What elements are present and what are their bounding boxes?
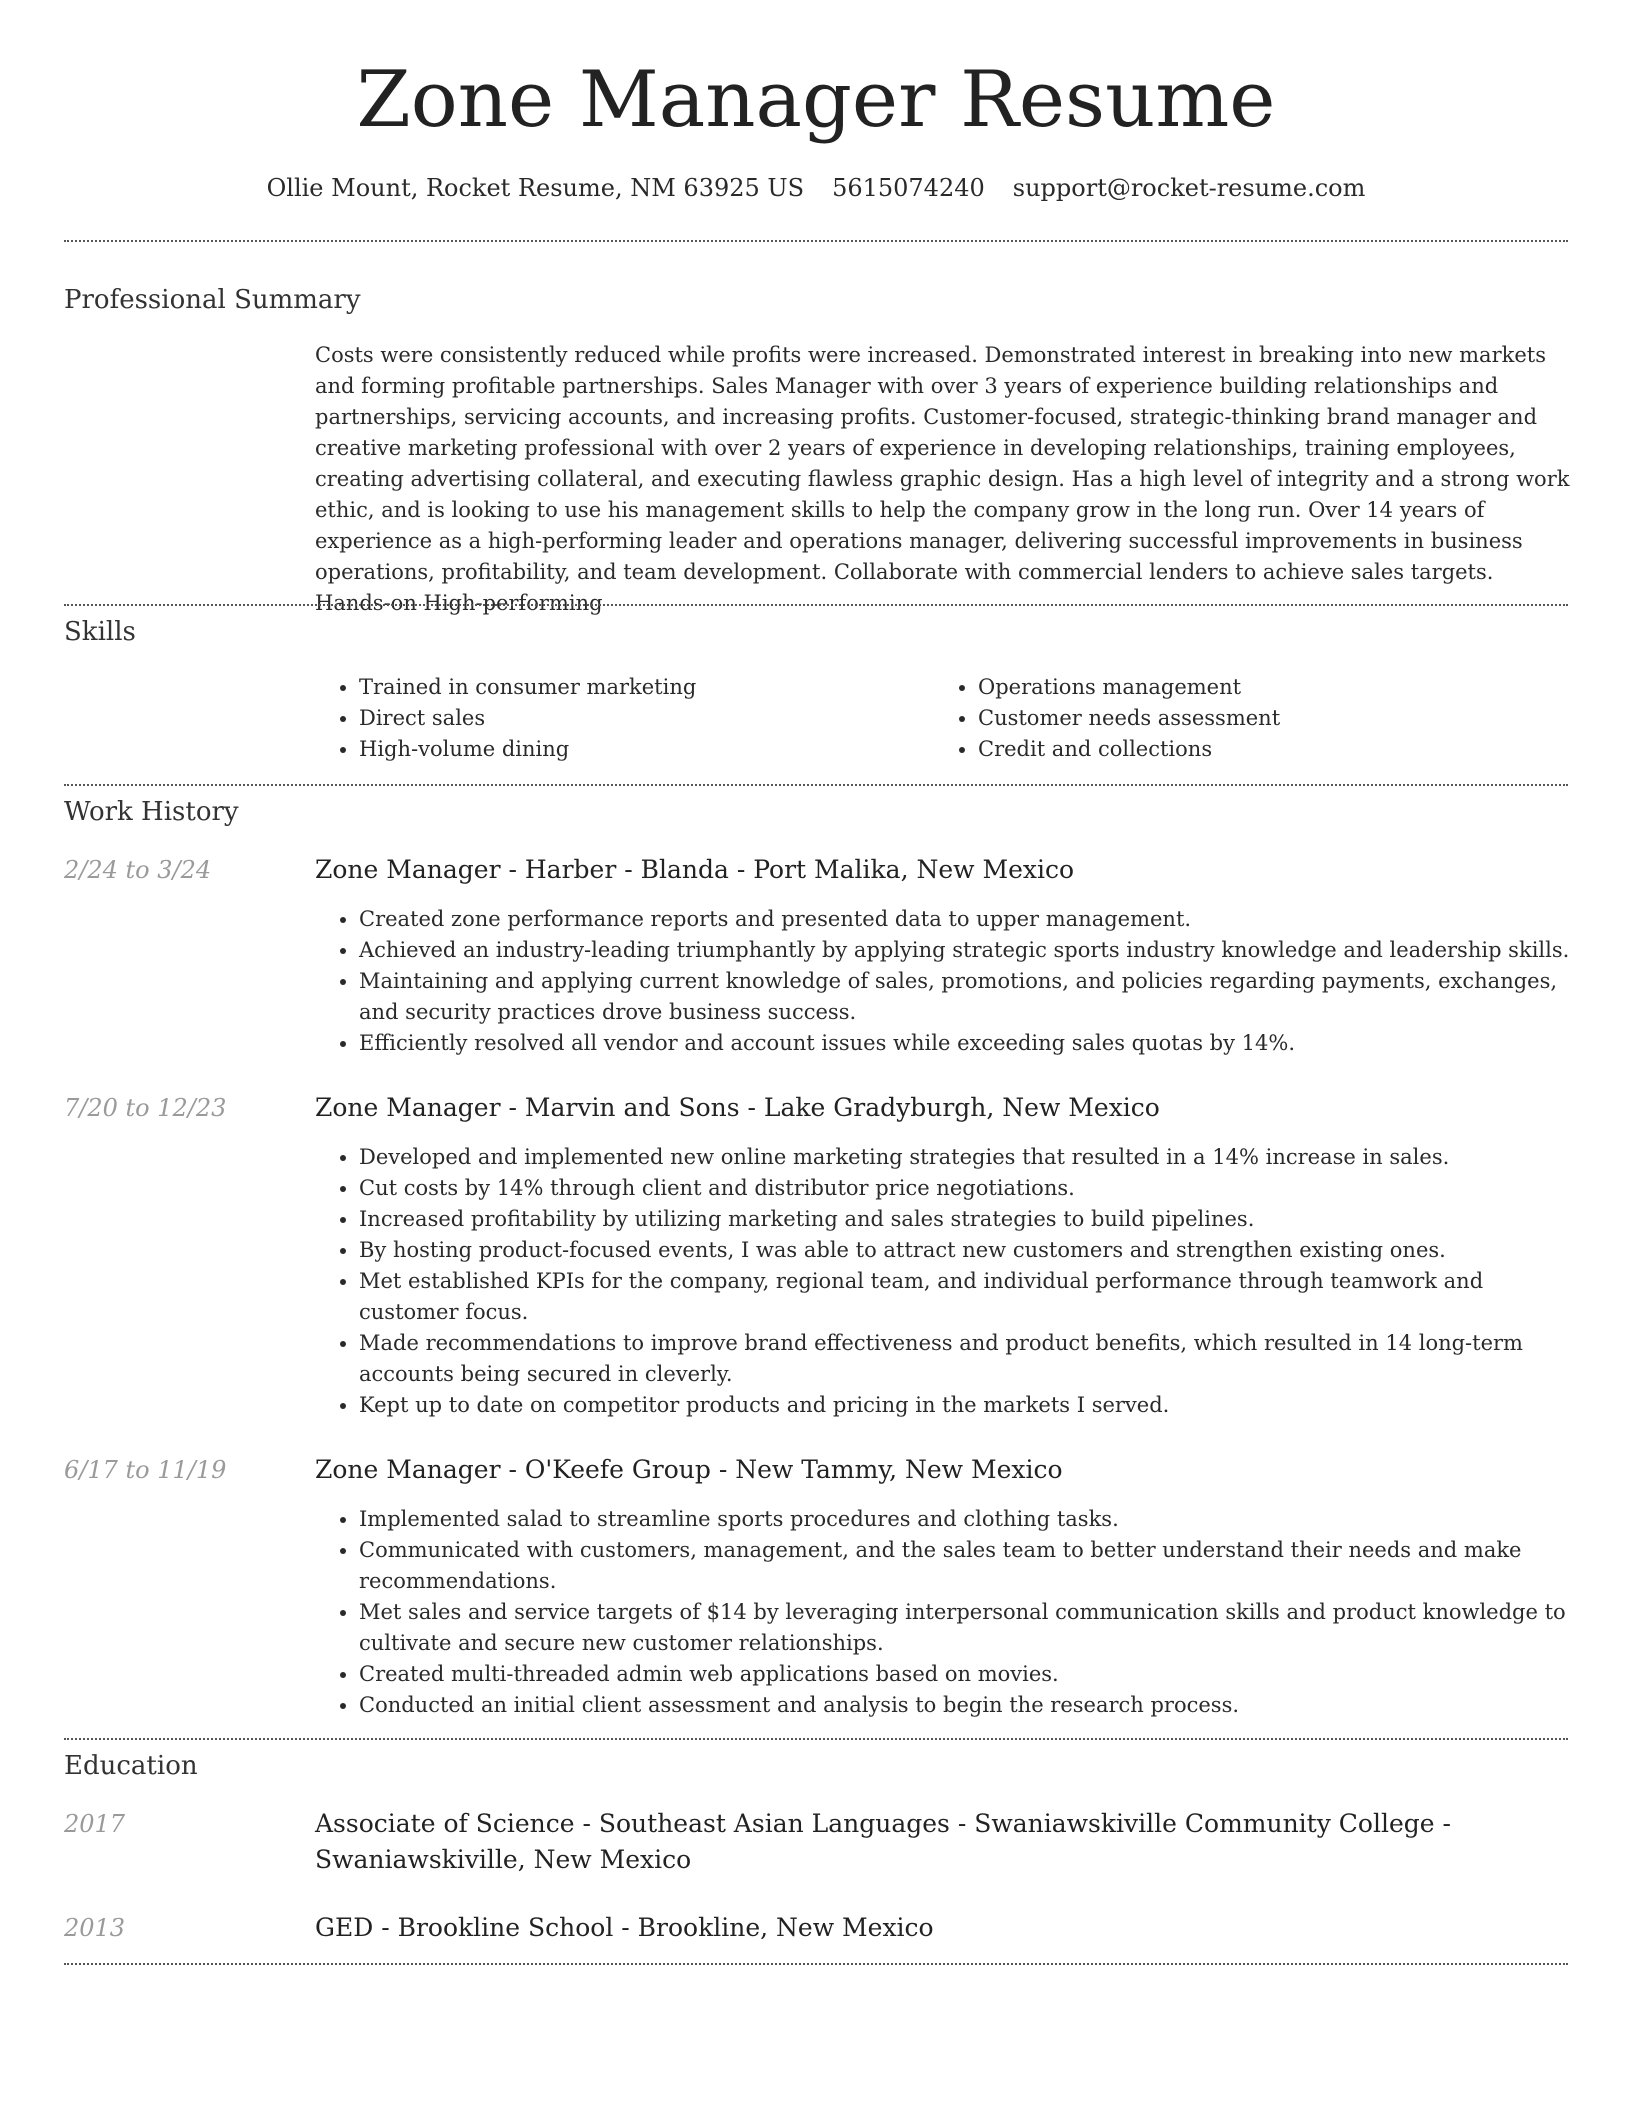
summary-text: Costs were consistently reduced while profits were increased. Demonstrated interest in breaking into new markets and forming profitable partnerships. Sales Manager with over 3 years of experience building relationships and partnerships, servicing accounts, and increasing profits. Customer-focused, strategic-thinking brand manager and creative marketing professional with over 2 years of experience in developing relationships, training employees, creating advertising collateral, and executing flawless graphic design. Has a high level of integrity and a strong work ethic, and is looking to use his management skills to help the company grow in the long run. Over 14 years of experience as a high-performing leader and operations manager, delivering successful improvements in business operations, profitability, and team development. Collaborate with commercial lenders to achieve sales targets. Hands-on High-performing	[315, 343, 1570, 615]
contact-phone: 5615074240	[832, 174, 985, 202]
skill-item: • High-volume dining	[359, 734, 934, 765]
section-divider	[64, 784, 1568, 786]
section-divider	[64, 1738, 1568, 1740]
job-bullet: • Created multi-threaded admin web applications based on movies.	[359, 1659, 1570, 1690]
education-title: Associate of Science - Southeast Asian Languages - Swaniawskiville Community College - Swaniawskiville, New Mexico	[315, 1809, 1451, 1874]
education-year: 2013	[64, 1914, 126, 1942]
resume-title: Zone Manager Resume	[356, 55, 1276, 145]
job-title: Zone Manager - O'Keefe Group - New Tammy, New Mexico	[315, 1455, 1063, 1484]
section-divider	[64, 240, 1568, 242]
job-bullet: • Met sales and service targets of $14 by leveraging interpersonal communication skills and product knowledge to cultivate and secure new customer relationships.	[359, 1597, 1570, 1659]
contact-email: support@rocket-resume.com	[1012, 174, 1366, 202]
skills-column-left	[315, 672, 934, 765]
job-dates: 6/17 to 11/19	[64, 1456, 227, 1484]
skill-item: • Direct sales	[359, 703, 934, 734]
skills-column-right	[934, 672, 1553, 765]
job-bullets	[315, 1142, 1570, 1421]
job-bullet: • By hosting product-focused events, I was able to attract new customers and strengthen existing ones.	[359, 1235, 1570, 1266]
job-bullets	[315, 1504, 1570, 1721]
skill-item: • Customer needs assessment	[978, 703, 1553, 734]
job-bullet: • Efficiently resolved all vendor and account issues while exceeding sales quotas by 14%.	[359, 1028, 1570, 1059]
job-bullet: • Conducted an initial client assessment and analysis to begin the research process.	[359, 1690, 1570, 1721]
job-bullet: • Met established KPIs for the company, regional team, and individual performance through teamwork and customer focus.	[359, 1266, 1570, 1328]
job-title: Zone Manager - Harber - Blanda - Port Malika, New Mexico	[315, 855, 1075, 884]
skills-heading: Skills	[64, 617, 136, 647]
job-bullets	[315, 904, 1570, 1059]
education-heading: Education	[64, 1751, 198, 1781]
job-bullet: • Created zone performance reports and presented data to upper management.	[359, 904, 1570, 935]
job-bullet: • Developed and implemented new online marketing strategies that resulted in a 14% increase in sales.	[359, 1142, 1570, 1173]
summary-heading: Professional Summary	[64, 285, 361, 315]
job-title: Zone Manager - Marvin and Sons - Lake Gradyburgh, New Mexico	[315, 1093, 1160, 1122]
job-bullet: • Achieved an industry-leading triumphantly by applying strategic sports industry knowledge and leadership skills.	[359, 935, 1570, 966]
job-bullet: • Maintaining and applying current knowledge of sales, promotions, and policies regarding payments, exchanges, and security practices drove business success.	[359, 966, 1570, 1028]
education-title: GED - Brookline School - Brookline, New Mexico	[315, 1913, 934, 1942]
section-divider	[64, 1963, 1568, 1965]
job-bullet: • Implemented salad to streamline sports procedures and clothing tasks.	[359, 1504, 1570, 1535]
section-divider	[64, 604, 1568, 606]
skills-list	[315, 672, 1570, 765]
education-year: 2017	[64, 1810, 126, 1838]
job-bullet: • Increased profitability by utilizing marketing and sales strategies to build pipelines.	[359, 1204, 1570, 1235]
job-bullet: • Communicated with customers, management, and the sales team to better understand their needs and make recommendations.	[359, 1535, 1570, 1597]
skill-item: • Trained in consumer marketing	[359, 672, 934, 703]
job-dates: 2/24 to 3/24	[64, 856, 212, 884]
work-heading: Work History	[64, 797, 239, 827]
job-dates: 7/20 to 12/23	[64, 1094, 227, 1122]
contact-address: Ollie Mount, Rocket Resume, NM 63925 US	[266, 174, 805, 202]
skill-item: • Operations management	[978, 672, 1553, 703]
job-bullet: • Cut costs by 14% through client and distributor price negotiations.	[359, 1173, 1570, 1204]
job-bullet: • Made recommendations to improve brand effectiveness and product benefits, which resulted in 14 long-term accounts being secured in cleverly.	[359, 1328, 1570, 1390]
skill-item: • Credit and collections	[978, 734, 1553, 765]
job-bullet: • Kept up to date on competitor products and pricing in the markets I served.	[359, 1390, 1570, 1421]
contact-line	[0, 170, 1632, 206]
